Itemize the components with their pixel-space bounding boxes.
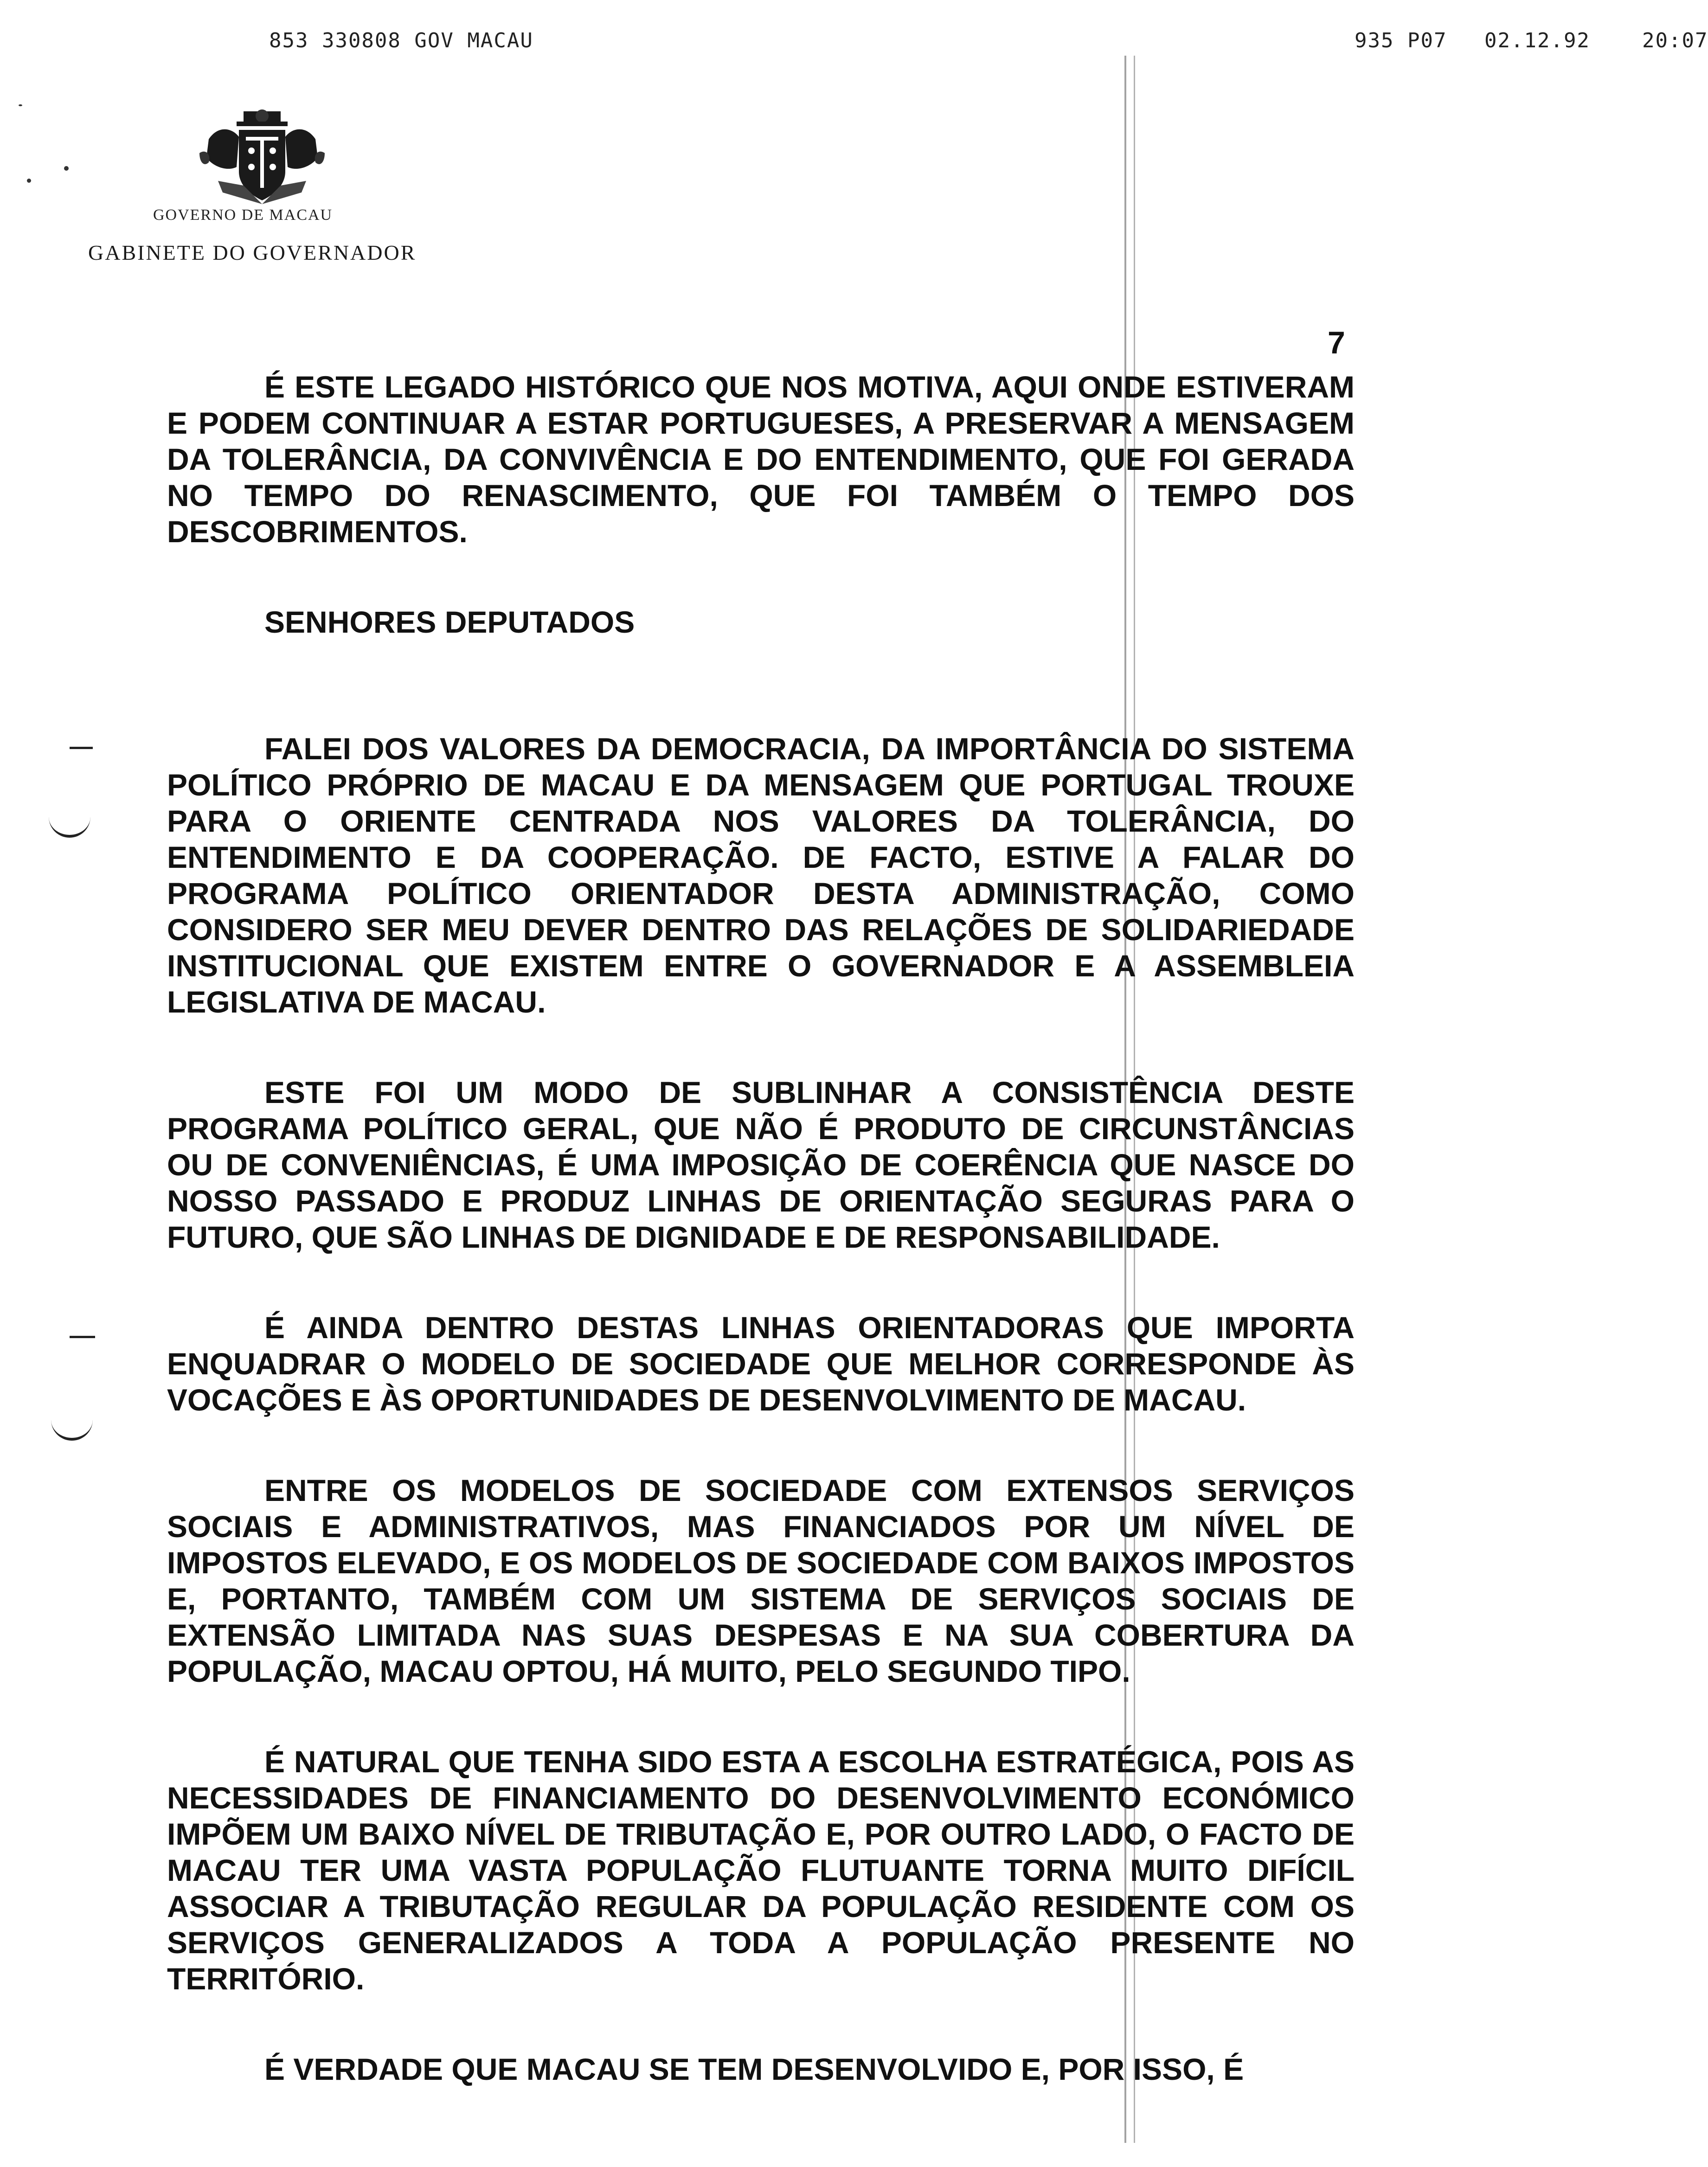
scan-speck xyxy=(19,104,22,106)
margin-mark xyxy=(70,1336,95,1338)
paragraph: ENTRE OS MODELOS DE SOCIEDADE COM EXTENSOS SERVIÇOS SOCIAIS E ADMINISTRATIVOS, MAS FINANCIADOS POR UM NÍVEL DE IMPOSTOS ELEVADO, E OS MODELOS DE SOCIEDADE COM BAIXOS IMPOSTOS E, PORTANTO, TAMBÉM COM UM SISTEMA DE SERVIÇOS SOCIAIS DE EXTENSÃO LIMITADA NAS SUAS DESPESAS E NA SUA COBERTURA DA POPULAÇÃO, MACAU OPTOU, HÁ MUITO, PELO SEGUNDO TIPO. xyxy=(167,1473,1355,1688)
speech-body xyxy=(167,369,1355,2141)
fax-time: 20:07 xyxy=(1642,29,1708,52)
fax-page-id: 935 P07 xyxy=(1355,29,1447,52)
margin-mark xyxy=(70,747,93,749)
fax-date: 02.12.92 xyxy=(1484,29,1590,52)
margin-mark xyxy=(49,816,90,838)
office-name: GABINETE DO GOVERNADOR xyxy=(88,241,417,264)
fax-transmission-header xyxy=(269,29,1708,57)
paragraph: FALEI DOS VALORES DA DEMOCRACIA, DA IMPORTÂNCIA DO SISTEMA POLÍTICO PRÓPRIO DE MACAU E DA MENSAGEM QUE PORTUGAL TROUXE PARA O ORIENTE CENTRADA NOS VALORES DA TOLERÂNCIA, DO ENTENDIMENTO E DA COOPERAÇÃO. DE FACTO, ESTIVE A FALAR DO PROGRAMA POLÍTICO ORIENTADOR DESTA ADMINISTRAÇÃO, COMO CONSIDERO SER MEU DEVER DENTRO DAS RELAÇÕES DE SOLIDARIEDADE INSTITUCIONAL QUE EXISTEM ENTRE O GOVERNADOR E A ASSEMBLEIA LEGISLATIVA DE MACAU. xyxy=(167,731,1355,1019)
paragraph: ESTE FOI UM MODO DE SUBLINHAR A CONSISTÊNCIA DESTE PROGRAMA POLÍTICO GERAL, QUE NÃO É PRODUTO DE CIRCUNSTÂNCIAS OU DE CONVENIÊNCIAS, É UMA IMPOSIÇÃO DE COERÊNCIA QUE NASCE DO NOSSO PASSADO E PRODUZ LINHAS DE ORIENTAÇÃO SEGURAS PARA O FUTURO, QUE SÃO LINHAS DE DIGNIDADE E DE RESPONSABILIDADE. xyxy=(167,1075,1355,1254)
paragraph: É NATURAL QUE TENHA SIDO ESTA A ESCOLHA ESTRATÉGICA, POIS AS NECESSIDADES DE FINANCIAMENTO DO DESENVOLVIMENTO ECONÓMICO IMPÕEM UM BAIXO NÍVEL DE TRIBUTAÇÃO E, POR OUTRO LADO, O FACTO DE MACAU TER UMA VASTA POPULAÇÃO FLUTUANTE TORNA MUITO DIFÍCIL ASSOCIAR A TRIBUTAÇÃO REGULAR DA POPULAÇÃO RESIDENTE COM OS SERVIÇOS GENERALIZADOS A TODA A POPULAÇÃO PRESENTE NO TERRITÓRIO. xyxy=(167,1744,1355,1996)
paragraph: É VERDADE QUE MACAU SE TEM DESENVOLVIDO E, POR ISSO, É xyxy=(264,2052,1244,2086)
paragraph: É ESTE LEGADO HISTÓRICO QUE NOS MOTIVA, AQUI ONDE ESTIVERAM E PODEM CONTINUAR A ESTAR PORTUGUESES, A PRESERVAR A MENSAGEM DA TOLERÂNCIA, DA CONVIVÊNCIA E DO ENTENDIMENTO, QUE FOI GERADA NO TEMPO DO RENASCIMENTO, QUE FOI TAMBÉM O TEMPO DOS DESCOBRIMENTOS. xyxy=(167,370,1355,549)
paragraph: É AINDA DENTRO DESTAS LINHAS ORIENTADORAS QUE IMPORTA ENQUADRAR O MODELO DE SOCIEDADE QUE MELHOR CORRESPONDE ÀS VOCAÇÕES E ÀS OPORTUNIDADES DE DESENVOLVIMENTO DE MACAU. xyxy=(167,1310,1355,1417)
margin-mark xyxy=(51,1419,93,1441)
government-name: GOVERNO DE MACAU xyxy=(153,206,333,224)
fax-sender: 853 330808 GOV MACAU xyxy=(269,29,533,52)
scan-speck xyxy=(27,179,31,183)
coat-of-arms-icon xyxy=(199,111,325,204)
scan-speck xyxy=(64,166,69,171)
page-number: 7 xyxy=(1328,325,1345,360)
salutation: SENHORES DEPUTADOS xyxy=(264,605,635,639)
